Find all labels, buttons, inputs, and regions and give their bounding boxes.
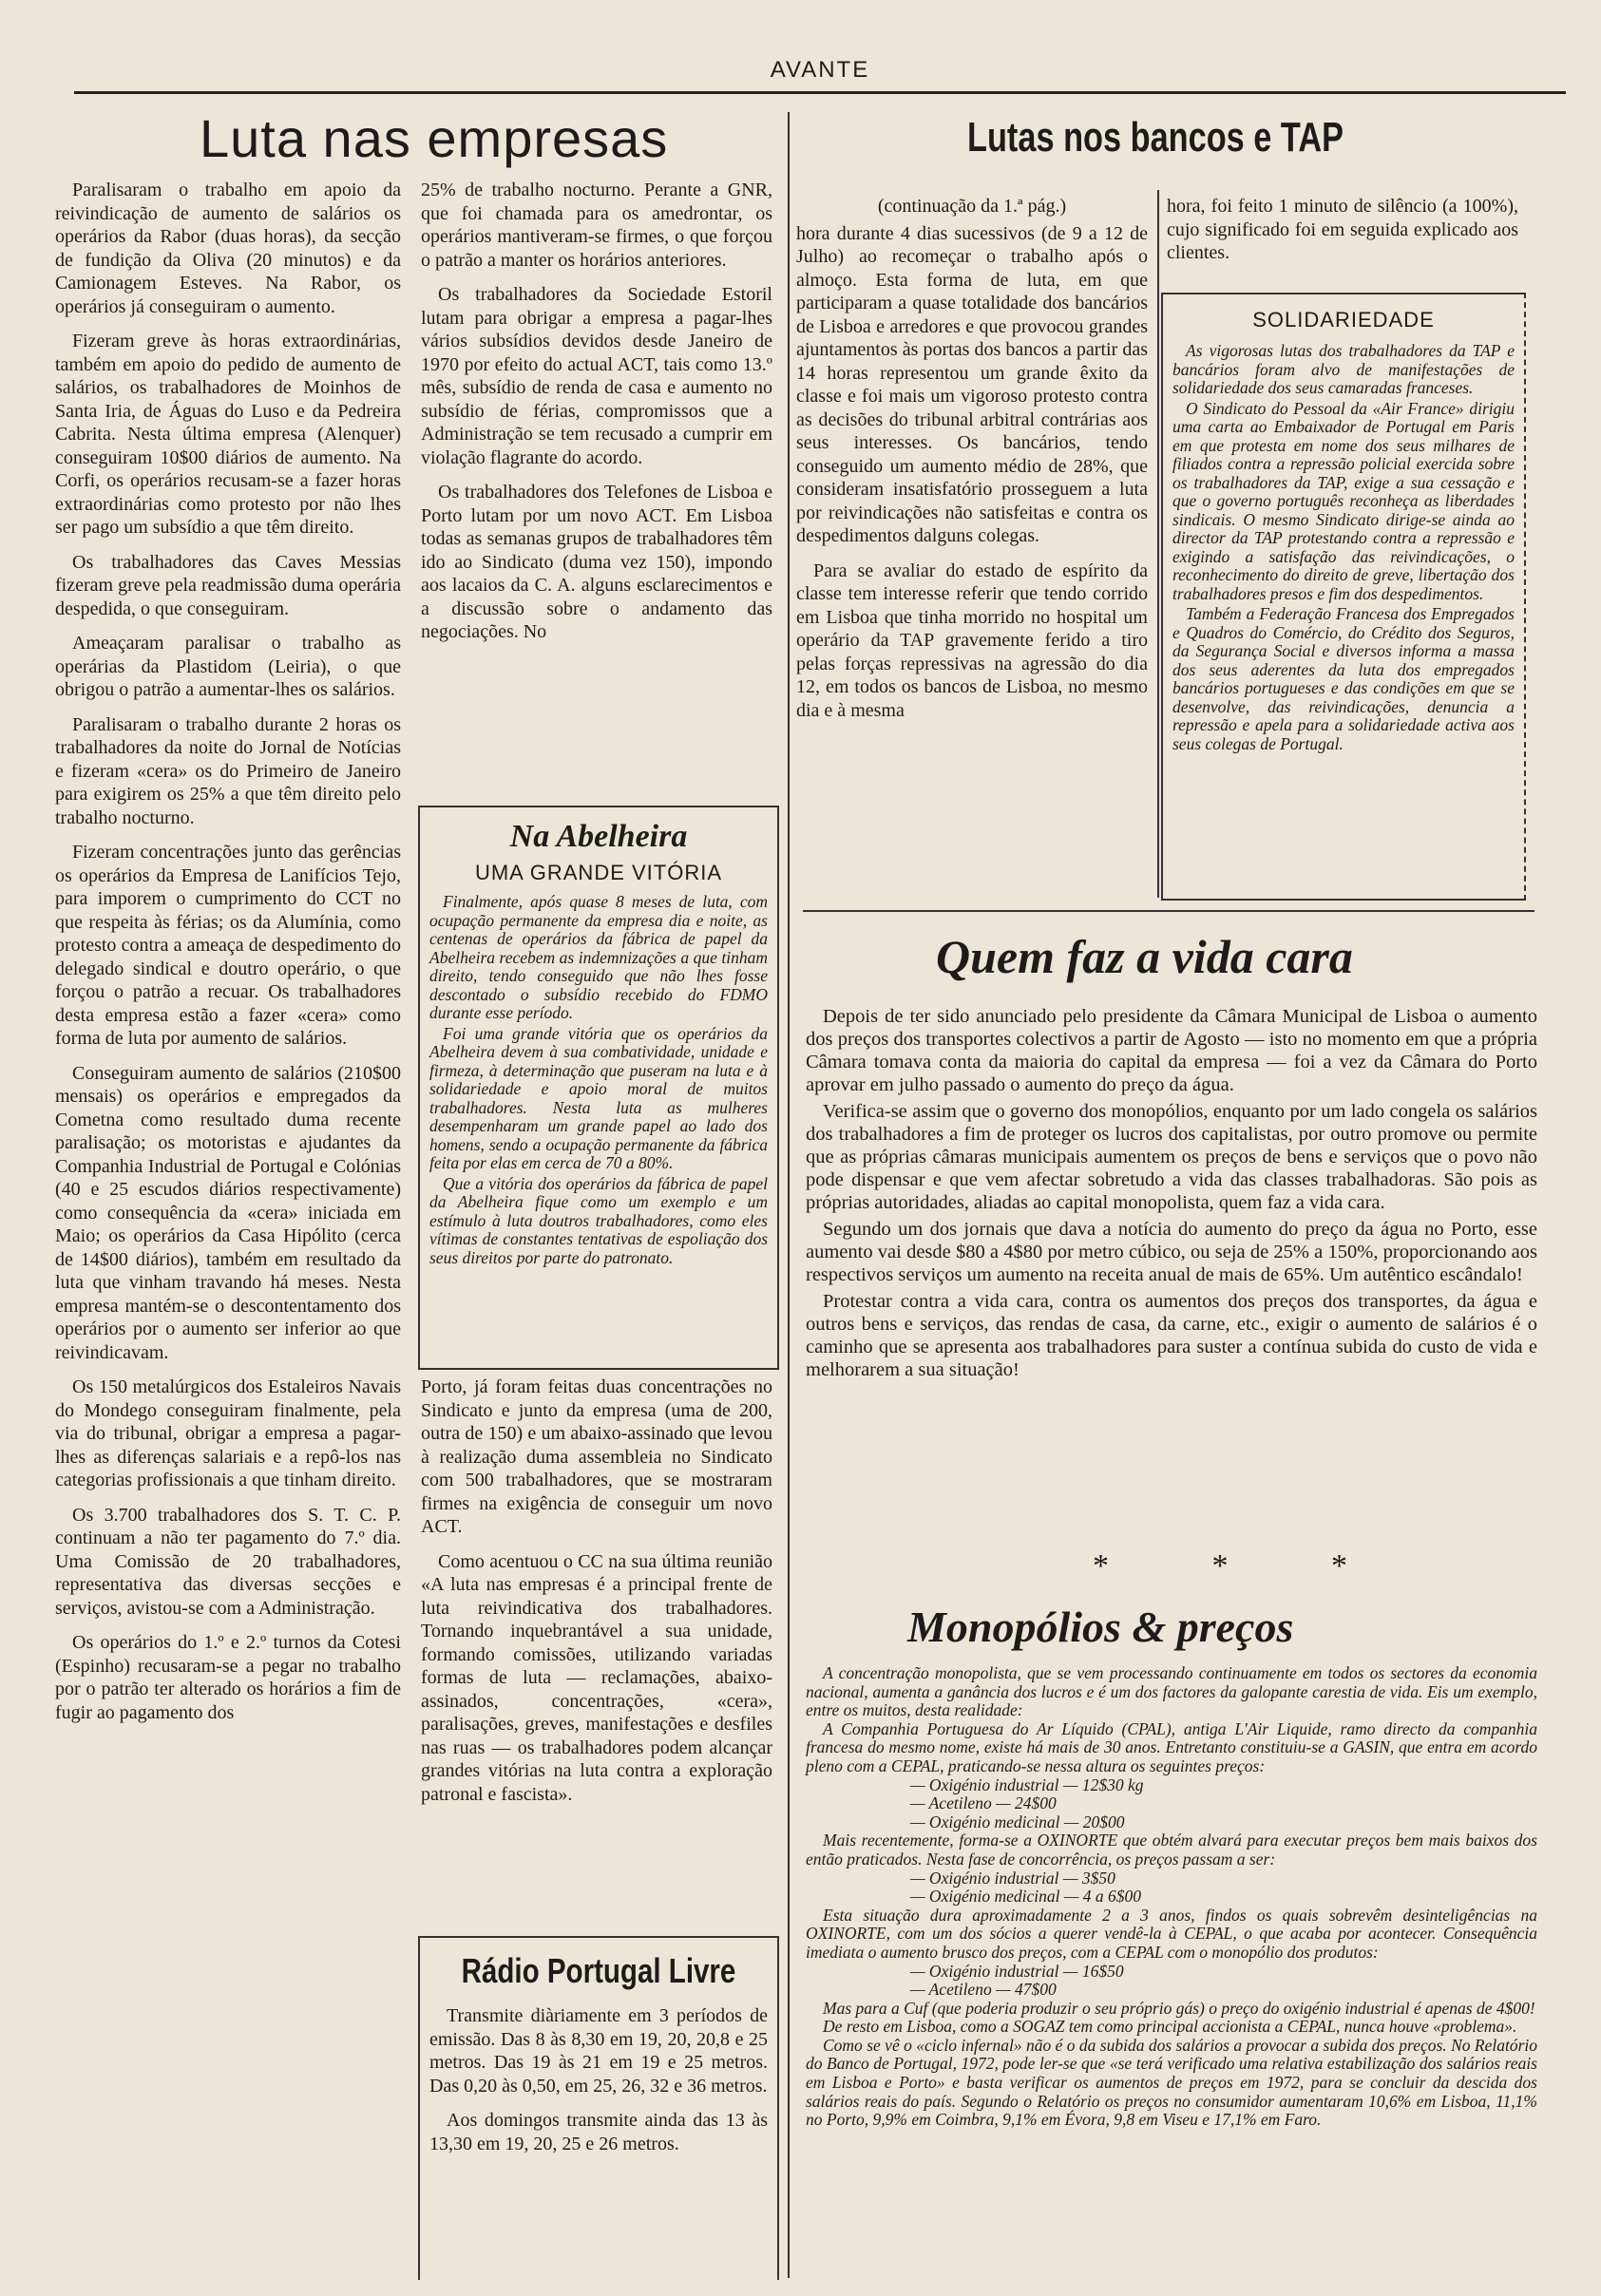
paragraph: Os 3.700 trabalhadores dos S. T. C. P. continuam a não ter pagamento do 7.º dia. Uma Comissão de 20 trabalhadores, representativa das diversas secções e serviços, avistou-se com a Administração. [55,1504,401,1619]
radio-box [418,1936,779,2280]
article-bancos-col4 [1167,195,1518,276]
price-item: — Oxigénio medicinal — 4 a 6$00 [910,1887,1142,1907]
paragraph: Paralisaram o trabalho durante 2 horas os trabalhadores da noite do Jornal de Notícias e fizeram «cera» os do Primeiro de Janeiro para exigirem os 25% a que têm direito pelo trabalho nocturno. [55,713,401,828]
column-rule [788,112,790,2278]
paragraph: Verifica-se assim que o governo dos monopólios, enquanto por um lado congela os salários dos trabalhadores a fim de proteger os lucros dos capitalistas, por outro promove ou permite que as próprias câmaras municipais aumentem os preços de bens e serviços que o povo não pode dispensar e que vem afectar sobretudo a vida das classes trabalhadoras. São pois as próprias autoridades, aliadas ao capital monopolista, quem faz a vida cara. [806,1101,1537,1213]
price-item: — Oxigénio industrial — 12$30 kg [910,1774,1144,1794]
paragraph: As vigorosas lutas dos trabalhadores da TAP e bancários foram alvo de manifestações de solidariedade dos seus camaradas franceses. [1172,341,1515,397]
paragraph: Segundo um dos jornais que dava a notícia do aumento do preço da água no Porto, esse aumento vai desde $80 a 4$80 por metro cúbico, ou seja de 25% a 150%, proporcionando aos respectivos serviços um aumento na receita anual de mais de 65%. Um autêntico escândalo! [806,1219,1537,1285]
paragraph: Mas para a Cuf (que poderia produzir o seu próprio gás) o preço do oxigénio industrial é apenas de 4$00! [823,1998,1535,2018]
continuation-note: (continuação da 1.ª pág.) [877,196,1067,217]
section-rule [803,910,1534,912]
paragraph: Paralisaram o trabalho em apoio da reivindicação de aumento de salários os operários da Rabor (duas horas), da secção de fundição da Oliva (20 minutos) e da Camionagem Esteves. Na Rabor, os operários já conseguiram o aumento. [55,180,401,317]
price-item: — Acetileno — 24$00 [910,1793,1057,1813]
paragraph: Fizeram greve às horas extraordinárias, também em apoio do pedido de aumento de salários, os trabalhadores de Moinhos de Santa Iria, de Águas do Luso e da Pedreira Cabrita. Nesta última empresa (Alenquer) conseguiram 10$00 diários de aumento. Na Corfi, os operários recusam-se a fazer horas extraordinárias como protesto por não lhes ser pago um subsídio a que têm direito. [55,331,401,538]
paragraph: Protestar contra a vida cara, contra os aumentos dos preços dos transportes, da água e outros bens e serviços, das rendas de casa, da carne, etc., exigir o aumento de salários é o caminho que se apresenta aos trabalhadores para suster a contínua subida do custo de vida e melhorarem a sua situação! [806,1291,1537,1380]
price-item: — Oxigénio industrial — 3$50 [910,1868,1115,1888]
paragraph: Aos domingos transmite ainda das 13 às 13,30 em 19, 20, 25 e 26 metros. [429,2110,768,2154]
paragraph: A Companhia Portuguesa do Ar Líquido (CPAL), antiga L'Air Liquide, ramo directo da companhia francesa do mesmo nome, existe há mais de 30 anos. Entretanto constituiu-se a GASIN, que entra em acordo pleno com a CEPAL, praticando-se nessa altura os seguintes preços: [806,1718,1537,1775]
paragraph: Foi uma grande vitória que os operários da Abelheira devem à sua combatividade, unidade e firmeza, à determinação que puseram na luta e à solidariedade e apoio moral de muitos trabalhadores. Nesta luta as mulheres desempenharam um grande papel ao lado dos homens, sendo a ocupação permanente da fábrica feita por elas em cerca de 70 a 80%. [429,1023,768,1172]
radio-text [420,1991,777,2155]
paragraph: Como se vê o «ciclo infernal» não é o da subida dos salários a provocar a subida dos preços. No Relatório do Banco de Portugal, 1972, pode ler-se que «se terá verificado uma relativa estabilização dos salários reais em Lisboa e Porto» e basta verificar os aumentos de preços em 1972, para se concluir da descida dos salários reais do país. Segundo o Relatório os preços no consumidor aumentaram 10,6% em Lisboa, 11,1% no Porto, 9,9% em Coimbra, 9,1% em Évora, 9,8 em Viseu e 17,1% em Faro. [806,2035,1537,2130]
page-header [74,57,1566,94]
article-luta-col1 [55,179,401,1736]
paragraph: De resto em Lisboa, como a SOGAZ tem como principal accionista a CEPAL, nunca houve «problema». [823,2017,1517,2037]
paragraph: Os trabalhadores dos Telefones de Lisboa e Porto lutam por um novo ACT. Em Lisboa todas as semanas grupos de trabalhadores têm ido ao Sindicato (duma vez 150), impondo aos lacaios da C. A. alguns esclarecimentos e a discussão sobre o andamento das negociações. No [421,482,772,642]
paragraph: A concentração monopolista, que se vem processando continuamente em todos os sectores da economia nacional, aumenta a ganância dos lucros e é um dos factores da galopante carestia de vida. Eis um exemplo, entre os muitos, desta realidade: [806,1663,1537,1720]
price-item: — Acetileno — 47$00 [910,1980,1057,2000]
paragraph: Os 150 metalúrgicos dos Estaleiros Navais do Mondego conseguiram finalmente, pela via do tribunal, obrigar a empresa a pagar-lhes as diferenças salariais e a repô-los nas categorias profissionais a que tinham direito. [55,1376,401,1490]
paragraph: Também a Federação Francesa dos Empregados e Quadros do Comércio, do Crédito dos Seguros, da Segurança Social e diversos informa a massa dos seus aderentes da luta dos empregados bancários portugueses e das condições em que se desenvolve, das reivindicações, denuncia a repressão e apela para a solidariedade activa aos seus colegas de Portugal. [1172,604,1515,753]
paragraph: Que a vitória dos operários da fábrica de papel da Abelheira fique como um exemplo e um estímulo à luta doutros trabalhadores, como eles vítimas de constantes tentativas de espoliação dos seus direitos por parte do patronato. [429,1173,768,1267]
radio-title: Rádio Portugal Livre [461,1951,736,1990]
paragraph: hora, foi feito 1 minuto de silêncio (a 100%), cujo significado foi em seguida explicado aos clientes. [1167,196,1518,263]
paragraph: Para se avaliar do estado de espírito da classe tem interesse referir que tendo corrido em Lisboa que tinha morrido no hospital um operário da TAP gravemente ferido a tiro pelas forças repressivas na agressão do dia 12, em todos os bancos de Lisboa, no mesmo dia e à mesma [796,560,1148,721]
solidariedade-box [1161,293,1526,901]
article-heading-vida-cara: Quem faz a vida cara [936,930,1353,983]
paragraph: Fizeram concentrações junto das gerências os operários da Empresa de Lanifícios Tejo, para imporem o cumprimento do CCT no que respeita às férias; os da Alumínia, como protesto contra a ameaça de despedimento do delegado sindical e doutro operário, o que forçou o patrão a recuar. Os trabalhadores desta empresa estão a fazer «cera» como forma de luta por aumento de salários. [55,842,401,1049]
paragraph: Os trabalhadores das Caves Messias fizeram greve pela readmissão duma operária despedida, o que conseguiram. [55,551,401,619]
article-heading-monopolios: Monopólios & preços [907,1603,1294,1651]
abelheira-text [420,893,777,1267]
paragraph: Transmite diàriamente em 3 períodos de emissão. Das 8 às 8,30 em 19, 20, 20,8 e 25 metros. Das 19 às 21 em 19 e 25 metros. Das 0,20 às 0,50, em 25, 26, 32 e 36 metros. [429,2005,768,2097]
paragraph: Como acentuou o CC na sua última reunião «A luta nas empresas é a principal frente de luta reivindicativa dos trabalhadores. Tornando inquebrantável a sua unidade, formando comissões, utilizando variadas formas de luta — reclamações, abaixo-assinados, concentrações, «cera», paralisações, greves, manifestações e desfiles nas ruas — os trabalhadores podem alcançar grandes vitórias na luta contra a exploração patronal e fascista». [421,1550,772,1805]
article-vida-cara [806,1005,1537,1393]
article-bancos-col3 [796,195,1148,733]
paragraph: 25% de trabalho nocturno. Perante a GNR, que foi chamada para os amedrontar, os operários mantiveram-se firmes, o que forçou o patrão a manter os horários anteriores. [421,180,772,271]
newspaper-title: AVANTE [770,57,870,83]
price-item: — Oxigénio medicinal — 20$00 [910,1812,1125,1831]
abelheira-subtitle: UMA GRANDE VITÓRIA [474,861,723,884]
abelheira-box [418,806,779,1370]
article-luta-col2 [421,179,772,655]
paragraph: Conseguiram aumento de salários (210$00 mensais) os operários e empregados da Cometna como resultado duma recente paralisação; os motoristas e ajudantes da Companhia Industrial de Portugal e Colónias (40 e 25 escudos diários respectivamente) como consequência da «cera» iniciada em Maio; os operários da Casa Hipólito (cerca de 14$00 diários), também em resultado da luta que vinham travando há meses. Nesta empresa mantém-se o descontentamento dos operários por o aumento ser inferior ao que reivindicavam. [55,1062,401,1363]
article-monopolios [806,1664,1537,2130]
article-luta-col2-continued [421,1376,772,1817]
paragraph: Os operários do 1.º e 2.º turnos da Cotesi (Espinho) recusaram-se a pegar no trabalho por o patrão ter alterado os horários a fim de fugir ao pagamento dos [55,1632,401,1723]
article-heading-bancos: Lutas nos bancos e TAP [967,114,1344,161]
paragraph: Os trabalhadores da Sociedade Estoril lutam para obrigar a empresa a pagar-lhes vários subsídios devidos desde Janeiro de 1970 por efeito do actual ACT, tais como 13.º mês, subsídio de renda de casa e aumento no subsídio de férias, compromissos que a Administração se tem recusado a cumprir em violação flagrante do acordo. [421,284,772,468]
solidariedade-title: SOLIDARIEDADE [1252,308,1435,332]
section-separator: * * * [1093,1548,1395,1584]
paragraph: hora durante 4 dias sucessivos (de 9 a 12 de Julho) ao recomeçar o trabalho após o almoço. Esta forma de luta, em que participaram a quase totalidade dos bancários de Lisboa e arredores e que provocou grandes ajuntamentos às portas dos bancos a partir das 14 horas representou um grande êxito da classe e foi mais um vigoroso protesto contra as decisões do tribunal arbitral contrárias aos seus interesses. Os bancários, tendo conseguido um aumento médio de 28%, que consideram insatisfatório prosseguem a luta por reivindicações não satisfeitas e contra os despedimentos dalguns colegas. [796,222,1148,546]
article-heading-luta: Luta nas empresas [200,108,669,168]
paragraph: Ameaçaram paralisar o trabalho as operárias da Plastidom (Leiria), o que obrigou o patrão a aumentar-lhes os salários. [55,633,401,700]
paragraph: Porto, já foram feitas duas concentrações no Sindicato e junto da empresa (uma de 200, outra de 150) e um abaixo-assinado que levou à realização duma assembleia no Sindicato com 500 trabalhadores, que se mostraram firmes na exigência de conseguir um novo ACT. [421,1376,772,1537]
paragraph: O Sindicato do Pessoal da «Air France» dirigiu uma carta ao Embaixador de Portugal em Paris em que protesta em nome dos seus milhares de filiados contra a repressão policial exercida sobre os trabalhadores da TAP, exige a sua cessação e que o governo português reconheça as liberdades sindicais. O mesmo Sindicato dirige-se ainda ao director da TAP protestando contra a repressão e exigindo a satisfação das reivindicações, o reconhecimento do direito de greve, libertação dos trabalhadores presos e fim dos despedimentos. [1172,398,1515,603]
paragraph: Depois de ter sido anunciado pelo presidente da Câmara Municipal de Lisboa o aumento dos preços dos transportes colectivos a partir de Agosto — isto no momento em que a própria Câmara tomava conta da maioria do capital da empresa — foi a vez da Câmara do Porto aprovar em julho passado o aumento do preço da água. [806,1006,1537,1095]
abelheira-title: Na Abelheira [509,819,688,854]
solidariedade-text [1163,342,1524,753]
column-rule [1157,190,1159,898]
price-item: — Oxigénio industrial — 16$50 [910,1961,1124,1981]
paragraph: Finalmente, após quase 8 meses de luta, com ocupação permanente da empresa dia e noite, as centenas de operários da fábrica de papel da Abelheira recebem as indemnizações a que tinham direito, tendo conseguido que não lhes fosse descontado o subsídio recebido do FDMO durante esse período. [429,892,768,1022]
paragraph: Esta situação dura aproximadamente 2 a 3 anos, findos os quais sobrevêm desinteligências na OXINORTE, com um dos sócios a querer vendê-la à CEPAL, o que acaba por acontecer. Consequência imediata o aumento brusco dos preços, com a CEPAL com o monopólio dos produtos: [806,1905,1537,1962]
paragraph: Mais recentemente, forma-se a OXINORTE que obtém alvará para executar preços bem mais baixos dos então praticados. Nesta fase de concorrência, os preços passam a ser: [806,1831,1537,1869]
